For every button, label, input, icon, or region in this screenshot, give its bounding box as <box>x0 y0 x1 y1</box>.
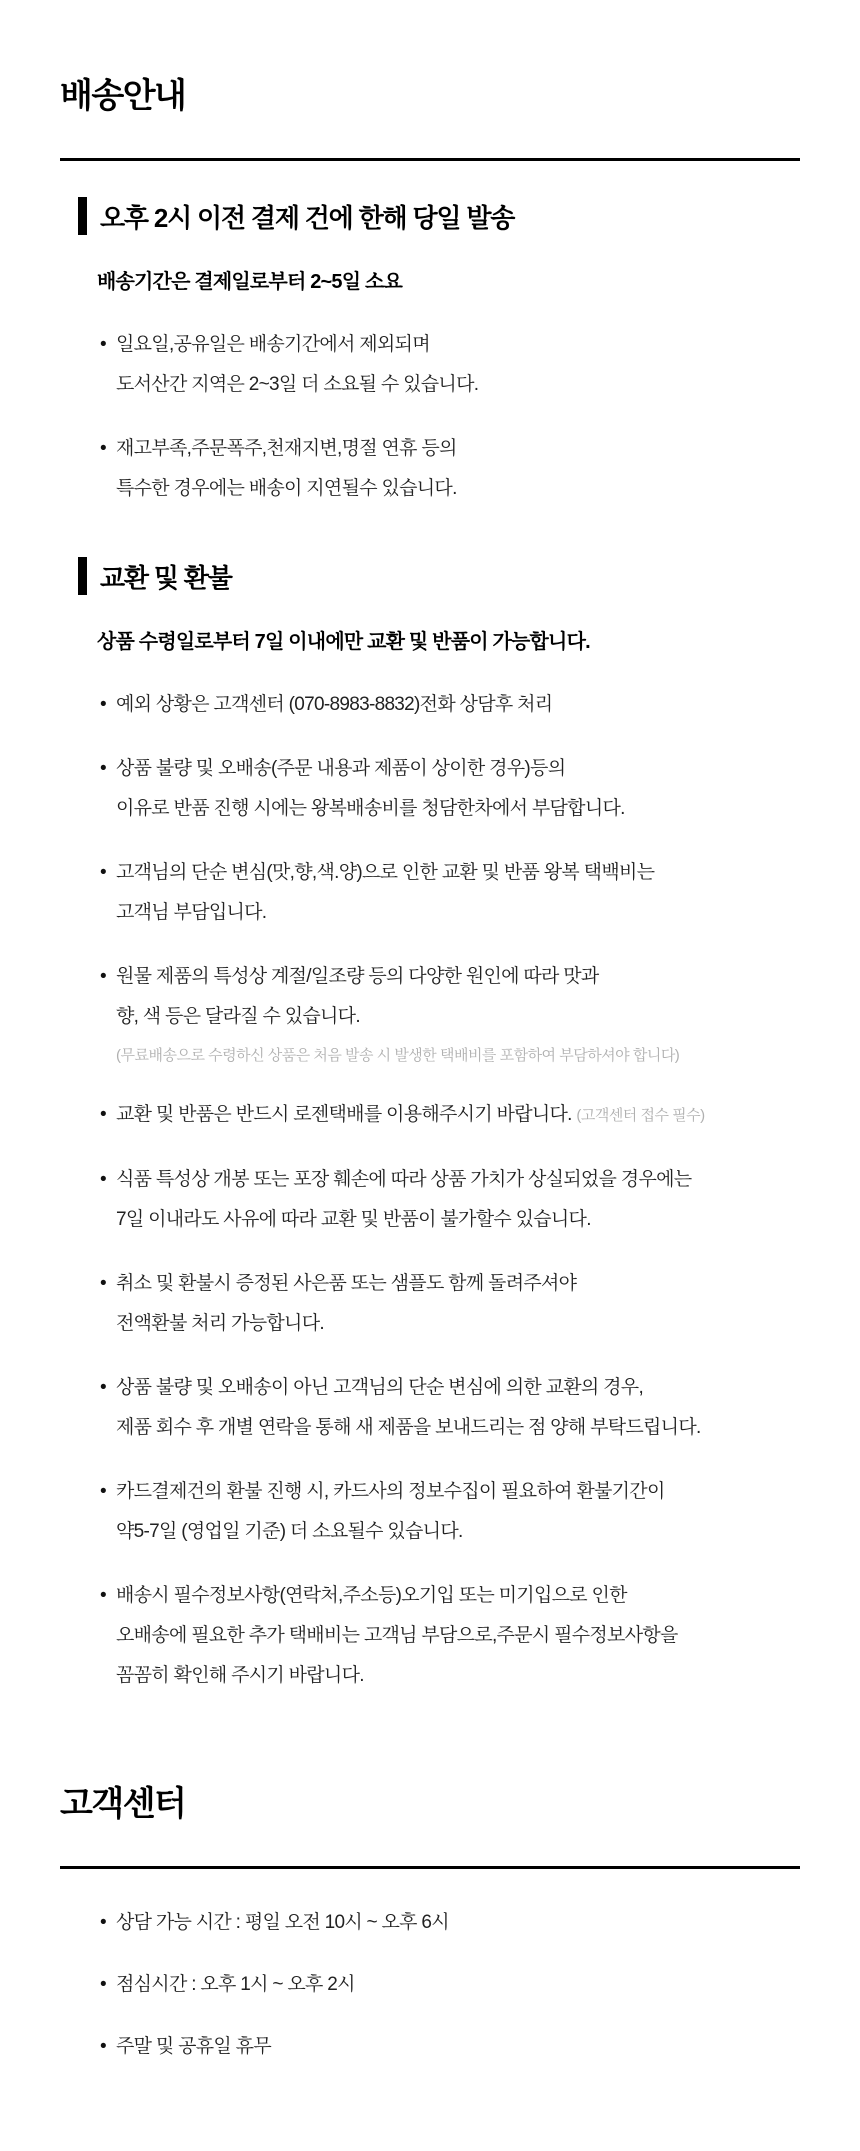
bullet-line: 고객님 부담입니다. <box>116 902 267 923</box>
bullet-item <box>100 1095 860 1136</box>
section-exchange-refund <box>0 557 860 1696</box>
section-heading-text: 교환 및 환불 <box>100 562 232 593</box>
page-title-customer-center: 고객센터 <box>60 1785 186 1823</box>
bullet-line: • 재고부족,주문폭주,천재지변,명절 연휴 등의 <box>116 438 457 459</box>
heading-accent-bar <box>78 197 87 235</box>
exchange-bullet-list <box>100 685 860 1696</box>
bullet-line: 꼼꼼히 확인해 주시기 바랍니다. <box>116 1665 364 1686</box>
bullet-line: 전액환불 처리 가능합니다. <box>116 1313 324 1334</box>
bullet-line: 약5-7일 (영업일 기준) 더 소요될수 있습니다. <box>116 1521 463 1542</box>
customer-center-bullet-list <box>100 1903 860 2067</box>
section-heading-same-day <box>78 197 860 235</box>
bullet-line: 향, 색 등은 달라질 수 있습니다. <box>116 1006 360 1027</box>
lead-shipping-period: 배송기간은 결제일로부터 2~5일 소요 <box>97 271 403 293</box>
bullet-item <box>100 957 860 1071</box>
bullet-item <box>100 429 860 509</box>
bullet-item <box>100 2027 860 2067</box>
bullet-item <box>100 1264 860 1344</box>
bullet-line: • 예외 상황은 고객센터 (070-8983-8832)전화 상담후 처리 <box>116 694 553 715</box>
section-customer-center <box>0 1784 860 2067</box>
bullet-line: • 배송시 필수정보사항(연락처,주소등)오기입 또는 미기입으로 인한 <box>116 1585 627 1606</box>
bullet-item <box>100 1368 860 1448</box>
bullet-line: 특수한 경우에는 배송이 지연될수 있습니다. <box>116 478 457 499</box>
bullet-line: 이유로 반품 진행 시에는 왕복배송비를 청담한차에서 부담합니다. <box>116 798 625 819</box>
bullet-line-text: 교환 및 반품은 반드시 로젠택배를 이용해주시기 바랍니다. <box>116 1104 572 1125</box>
bullet-line: • 식품 특성상 개봉 또는 포장 훼손에 따라 상품 가치가 상실되었을 경우에는 <box>116 1169 692 1190</box>
bullet-line: • 카드결제건의 환불 진행 시, 카드사의 정보수집이 필요하여 환불기간이 <box>116 1481 665 1502</box>
bullet-line <box>116 1095 860 1136</box>
page-title-shipping: 배송안내 <box>60 77 186 115</box>
title-divider <box>60 1866 800 1869</box>
bullet-line: • 상품 불량 및 오배송(주문 내용과 제품이 상이한 경우)등의 <box>116 758 566 779</box>
bullet-line: 도서산간 지역은 2~3일 더 소요될 수 있습니다. <box>116 374 479 395</box>
section-heading-text: 오후 2시 이전 결제 건에 한해 당일 발송 <box>100 202 515 233</box>
bullet-line: • 주말 및 공휴일 휴무 <box>116 2036 271 2057</box>
heading-accent-bar <box>78 557 87 595</box>
bullet-item <box>100 1472 860 1552</box>
bullet-item <box>100 853 860 933</box>
bullet-line: 7일 이내라도 사유에 따라 교환 및 반품이 불가할수 있습니다. <box>116 1209 591 1230</box>
section-same-day-shipping <box>0 197 860 509</box>
same-day-bullet-list <box>100 325 860 509</box>
bullet-item <box>100 1160 860 1240</box>
bullet-item <box>100 1576 860 1696</box>
bullet-line: • 원물 제품의 특성상 계절/일조량 등의 다양한 원인에 따라 맛과 <box>116 966 599 987</box>
bullet-item <box>100 685 860 725</box>
bullet-item <box>100 1965 860 2005</box>
bullet-line: • 고객님의 단순 변심(맛,향,색.양)으로 인한 교환 및 반품 왕복 택백비는 <box>116 862 655 883</box>
bullet-line: 오배송에 필요한 추가 택배비는 고객님 부담으로,주문시 필수정보사항을 <box>116 1625 678 1646</box>
bullet-line: 제품 회수 후 개별 연락을 통해 새 제품을 보내드리는 점 양해 부탁드립니다. <box>116 1417 701 1438</box>
section-heading-exchange <box>78 557 860 595</box>
bullet-line: • 상품 불량 및 오배송이 아닌 고객님의 단순 변심에 의한 교환의 경우, <box>116 1377 644 1398</box>
bullet-suffix: (고객센터 접수 필수) <box>576 1107 705 1124</box>
bullet-item <box>100 1903 860 1943</box>
bullet-item <box>100 325 860 405</box>
bullet-note: (무료배송으로 수령하신 상품은 처음 발송 시 발생한 택배비를 포함하여 부담하셔야 합니다) <box>116 1047 680 1064</box>
title-divider <box>60 158 800 161</box>
bullet-item <box>100 749 860 829</box>
bullet-line: • 취소 및 환불시 증정된 사은품 또는 샘플도 함께 돌려주셔야 <box>116 1273 577 1294</box>
lead-exchange-window: 상품 수령일로부터 7일 이내에만 교환 및 반품이 가능합니다. <box>97 631 590 653</box>
bullet-line: • 상담 가능 시간 : 평일 오전 10시 ~ 오후 6시 <box>116 1912 449 1933</box>
bullet-line: • 점심시간 : 오후 1시 ~ 오후 2시 <box>116 1974 355 1995</box>
bullet-line: • 일요일,공유일은 배송기간에서 제외되며 <box>116 334 430 355</box>
